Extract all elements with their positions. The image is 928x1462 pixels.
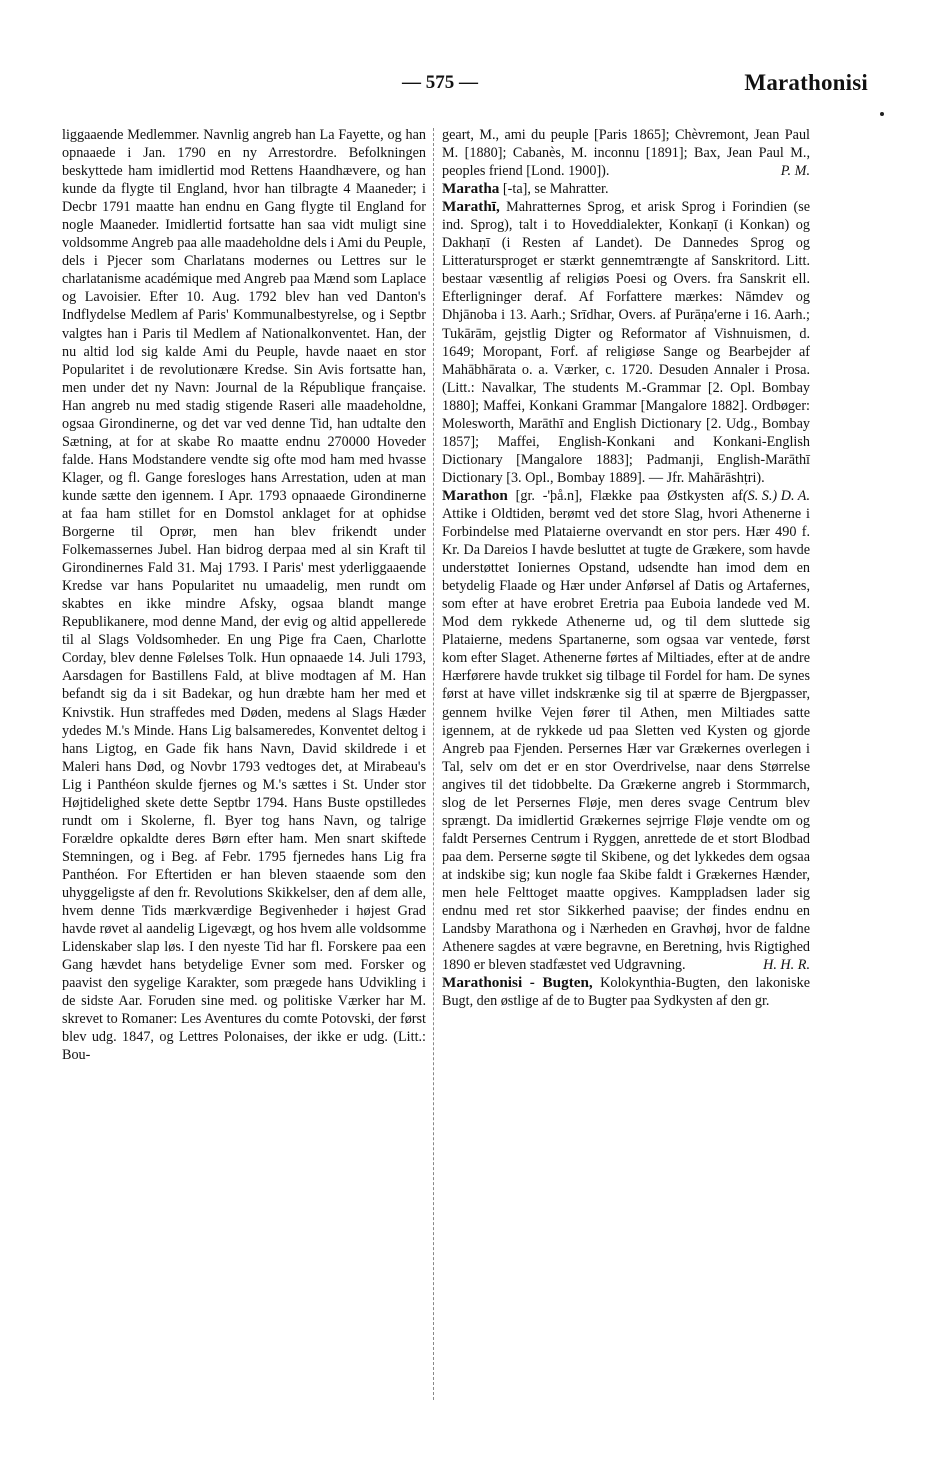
entry-maratha — [442, 180, 810, 198]
continuation-signature: P. M. — [780, 163, 810, 180]
entry-marathon — [442, 487, 810, 974]
page-number: — 575 — — [402, 72, 478, 93]
running-head: Marathonisi — [744, 70, 868, 95]
headword-maratha: Maratha — [442, 180, 500, 198]
margin-dot — [880, 112, 884, 116]
headword-marathonisi: Marathonisi - Bugten, — [442, 974, 593, 992]
headword-marathon: Marathon — [442, 486, 508, 504]
entry-marathonisi — [442, 974, 810, 1010]
column-divider — [433, 128, 434, 1400]
left-column — [62, 126, 426, 1064]
marat-literature-continuation — [442, 126, 810, 180]
entry-marathon-signature: H. H. R. — [763, 957, 810, 974]
right-column — [442, 126, 810, 1010]
continuation-text: geart, M., ami du peuple [Paris 1865]; Chèvremont, Jean Paul M. [1880]; Cabanès, M. inconnu [1891]; Bax, Jean Paul M., peoples friend [Lond. 1900]). — [442, 127, 810, 180]
entry-marathi-signature: (S. S.) D. A. — [742, 487, 810, 504]
entry-marathon-text: [gr. -'þå.n], Flække paa Østkysten af Attike i Oldtiden, berømt ved det store Slag, hvori Athenerne i Forbindelse med Plataierne overvandt en stor pers. Hær 490 f. Kr. Da Dareios I havde besluttet at tugte de Grækere, som havde understøttet Ioniernes Opstand, udsendte han imod dem en betydelig Flaade og Hær under Anførsel af Datis og Artafernes, som efter at have erobret Eretria paa Euboia landede ved M. Mod dem rykkede Athenerne ud, og til dem sluttede sig Plataierne, medens Spartanerne, som ogsaa var ventede, først kom efter Slaget. Athenerne førtes af Miltiades, efter at de andre Hærførere havde trukket sig tilbage til Fordel for ham. De synes først at have villet indskrænke sig til at spærre de Bjergpasser, gennem hvilke Vejen fører til Athen, men Miltiades satte igennem, at de rykkede ud paa Sletten ved Kysten og gjorde Angreb paa Fjenden. Persernes Hær var Grækernes overlegen i Tal, selv om det er en stor Overdrivelse, naar dens Størrelse angives til det tidobbelte. Da Grækerne angreb i Stormmarch, slog de let Persernes Fløje, men deres svage Centrum blev sprængt. Da imidlertid Grækernes sejrrige Fløje vendte om og faldt Persernes Centrum i Ryggen, anrettede de et stort Blodbad paa dem. Perserne søgte til Skibene, og det lykkedes dem ogsaa at indskibe sig; kun nogle faa Skibe faldt i Grækernes Hænder, men hele Felttoget maatte opgives. Kamppladsen lader sig endnu med ret stor Sikkerhed paavise; der findes endnu en Landsby Marathona og i Nærheden en Gravhøj, hvor de faldne Athenere sagdes at være begravne, en Beretning, hvis Rigtighed 1890 er bleven stadfæstet ved Udgravning. — [442, 487, 810, 974]
marat-entry-continuation: liggaaende Medlemmer. Navnlig angreb han La Fayette, og han opnaaede i Jan. 1790 en ny Arrestordre. Befolkningen beskyttede ham imidlertid mod Rettens Haandhævere, og han kunde da flygte til England, hvor han tilbragte 4 Maaneder; i Decbr 1791 maatte han endnu en Gang flygte til England for nogle Maaneder. Imidlertid fortsatte han saa vidt muligt sine voldsomme Angreb paa alle maadeholdne dels i Ami du Peuple, dels i Pjecer som Charlatans modernes ou Lettres sur le charlatanisme académique med Angreb paa Mænd som Laplace og Lavoisier. Efter 10. Aug. 1792 blev han ved Danton's Indflydelse Medlem af Paris' Kommunalbestyrelse, og i Septbr valgtes han i Paris til Medlem af Nationalkonventet. Han, der nu altid lod sig kalde Ami du Peuple, havde naaet en stor Popularitet i de revolutionære Kredse. Sin Avis fortsatte han, men under det ny Navn: Journal de la République française. Han angreb nu med stadig stigende Raseri alle maadeholdne, ogsaa Girondinerne, og det var ved denne Tid, han udtalte den Sætning, at for at skabe Ro maatte endnu 270000 Hoveder falde. Hans Modstandere vendte sig ofte mod ham med hvasse Klager, og fl. Gange foresloges hans Arrestation, uden at man kunde sætte den igennem. I Apr. 1793 opnaaede Girondinerne at faa ham stillet for en Domstol anklaget for at ophidse Borgerne til Oprør, men han blev frikendt under Folkemassernes Jubel. Han bidrog derpaa med al sin Kraft til Girondinernes Fald 31. Maj 1793. I Paris' mest yderliggaaende Kredse var hans Popularitet nu umaadelig, men rundt om skabtes en ikke mindre Afsky, ogsaa blandt mange Republikanere, mod denne Mand, der evig og altid appellerede til al Slags Voldsomheder. En ung Pige fra Caen, Charlotte Corday, blev denne Følelses Tolk. Hun opnaaede 14. Juli 1793, Aarsdagen for Bastillens Fald, at blive modtagen af M. Han befandt sig da i sit Badekar, og hun dræbte ham her med et Knivstik. Hun straffedes med Døden, medens al Slags Hæder ydedes M.'s Minde. Hans Lig balsameredes, Konventet deltog i hans Ligtog, en Gade fik hans Navn, David skildrede i et Maleri hans Død, og Novbr 1793 vedtoges det, at Mirabeau's Lig i Panthéon skulde fjernes og M.'s sættes i St. Under stor Højtidelighed skete dette Septbr 1794. Hans Buste opstilledes rundt om i Skolerne, fl. Byer tog hans Navn, og talrige Forældre opkaldte deres Børn efter ham. Men snart skiftede Stemningen, og i Beg. af Febr. 1795 fjernedes hans Lig fra Panthéon. For Eftertiden er han bleven staaende som den uhyggeligste af den fr. Revolutions Skikkelser, den af dem alle, hvem denne Tids mærkværdige Begivenheder i højest Grad havde røvet al aandelig Ligevægt, og hos hvem alle voldsomme Lidenskaber slap løs. I den nyeste Tid har fl. Forskere paa een Gang hævdet hans betydelige Evner som med. Forsker og paavist den sygelige Karakter, som prægede hans Udvikling i de sidste Aar. Foruden sine med. og politiske Værker har M. skrevet to Romaner: Les Aventures du comte Potovski, der først blev udg. 1847, og Lettres Polonaises, der ikke er udg. (Litt.: Bou- — [62, 127, 426, 1064]
entry-marathonisi-text: Kolokynthia-Bugten, den lakoniske Bugt, den østlige af de to Bugter paa Sydkysten af den gr. — [442, 975, 810, 1010]
entry-marathi-text: Mahratternes Sprog, et arisk Sprog i Forindien (se ind. Sprog), talt i to Hoveddialekter, Konkaṇī (i Konkan) og Dakhaṇī (i Resten af Landet). De Dannedes Sprog og Litteratursproget er stærkt gennemtrængte af Sanskritord. Litt. bestaar væsentlig af religiøs Poesi og Overs. fra Sanskrit ell. Efterligninger deraf. Af Forfattere mærkes: Nāmdev og Dhjānoba i 13. Aarh.; Srīdhar, Overs. af Purāṇa'erne i 16. Aarh.; Tukārām, gejstlig Digter og Reformator af Vishnuismen, d. 1649; Moropant, Forf. af religiøse Sange og Bearbejder af Mahābhārata o. a. Værker, c. 1720. Desuden Annaler i Prosa. (Litt.: Navalkar, The students M.-Grammar [2. Opl. Bombay 1880]; Maffei, Konkani Grammar [Mangalore 1882]. Ordbøger: Molesworth, Marāthī and English Dictionary [2. Udg., Bombay 1857]; Maffei, English-Konkani and Konkani-English Dictionary [Mangalore 1883]; Padmanji, English-Marāthī Dictionary [3. Opl., Bombay 1889]. — Jfr. Mahārāshṭri). — [442, 199, 811, 486]
headword-marathi: Marathī, — [442, 198, 500, 216]
entry-maratha-text: [-ta], se Mahratter. — [502, 181, 609, 198]
